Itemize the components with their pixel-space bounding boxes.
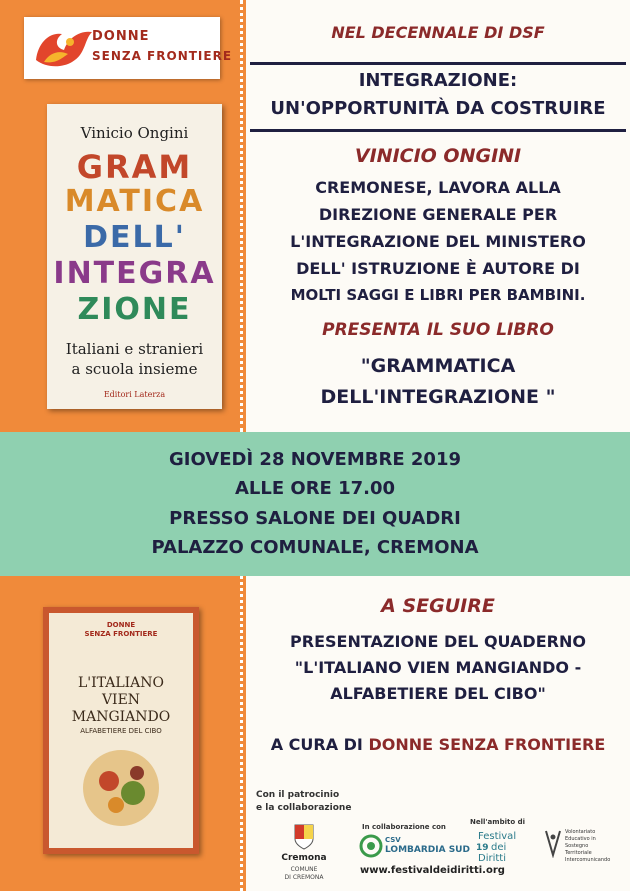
cremona-sub1: COMUNE (290, 866, 318, 873)
speaker-bio-2: DIREZIONE GENERALE PER (318, 205, 558, 224)
dsf-logo (24, 17, 233, 79)
festival-num: 19 (476, 843, 489, 853)
cover-title-1: GRAM (76, 148, 193, 186)
speaker-bio-1: CREMONESE, LAVORA ALLA (315, 178, 561, 197)
cover-title-4: INTEGRA (53, 256, 216, 291)
cremona-sub2: DI CREMONA (284, 874, 324, 881)
vol-2: Educativo in (565, 836, 596, 842)
festival-1: Festival (478, 831, 517, 842)
csv-text: CSV (385, 836, 401, 844)
event-place-2: PALAZZO COMUNALE, CREMONA (151, 537, 479, 558)
vol-1: Volontariato (565, 829, 596, 835)
cremona-crest-icon (293, 823, 315, 851)
stitch-line-bottom (240, 576, 243, 891)
follow-heading: A SEGUIRE (381, 595, 495, 617)
cremona-name: Cremona (281, 853, 327, 863)
quaderno-subtitle: ALFABETIERE DEL CIBO (80, 727, 162, 735)
follow-line3: ALFABETIERE DEL CIBO" (330, 684, 546, 703)
presenta-libro: PRESENTA IL SUO LIBRO (322, 320, 554, 340)
speaker-bio-4: DELL' ISTRUZIONE È AUTORE DI (296, 259, 580, 278)
cover-title-3: DELL' (83, 220, 186, 255)
food-plate-icon (61, 743, 181, 833)
cover-publisher: Editori Laterza (103, 390, 166, 399)
patronage-1: Con il patrocinio (256, 790, 340, 800)
book-cover-grammatica (47, 104, 222, 409)
festival-2: dei (491, 842, 507, 853)
speaker-bio-3: L'INTEGRAZIONE DEL MINISTERO (290, 232, 586, 251)
cura-line (250, 735, 626, 754)
cover-title-5: ZIONE (77, 292, 192, 327)
quaderno-title-3: MANGIANDO (71, 709, 171, 725)
quaderno-logo-1: DONNE (106, 621, 136, 629)
cura-name: DONNE SENZA FRONTIERE (368, 735, 606, 754)
vol-3: Sostegno (565, 843, 589, 849)
book-title-1: "GRAMMATICA (360, 355, 516, 377)
cover-subtitle-1: Italiani e stranieri (65, 340, 204, 358)
quaderno-logo-2: SENZA FRONTIERE (84, 630, 158, 638)
logo-line1: DONNE (92, 29, 150, 44)
quaderno-cover (43, 607, 199, 854)
flame-logo-icon (28, 20, 98, 76)
cover-title-2: MATICA (64, 184, 205, 219)
patronage-2: e la collaborazione (256, 803, 352, 813)
logo-line2: SENZA FRONTIERE (92, 49, 233, 63)
rule-bottom (250, 129, 626, 132)
speaker-name: VINICIO ONGINI (354, 145, 522, 167)
vol-5: Intercomunicando (565, 857, 611, 863)
website: www.festivaldeidiritti.org (360, 865, 505, 876)
volontariato-logo-icon (543, 828, 563, 858)
follow-line1: PRESENTAZIONE DEL QUADERNO (290, 632, 586, 651)
cover-author: Vinicio Ongini (80, 124, 189, 142)
ambito-label: Nell'ambito di (470, 818, 525, 826)
rule-top (250, 62, 626, 65)
title-line2: UN'OPPORTUNITÀ DA COSTRUIRE (270, 98, 606, 119)
event-time: ALLE ORE 17.00 (234, 478, 396, 499)
title-line1: INTEGRAZIONE: (358, 70, 518, 91)
quaderno-title-2: VIEN (101, 692, 141, 708)
stitch-line-top (240, 0, 243, 432)
header-decennale: NEL DECENNALE DI DSF (331, 23, 545, 42)
event-date: GIOVEDÌ 28 NOVEMBRE 2019 (169, 449, 461, 470)
cover-subtitle-2: a scuola insieme (71, 360, 198, 378)
quaderno-title-1: L'ITALIANO (77, 675, 165, 691)
book-title-2: DELL'INTEGRAZIONE " (320, 386, 556, 408)
vol-4: Territoriale (565, 850, 592, 856)
follow-line2: "L'ITALIANO VIEN MANGIANDO - (294, 658, 582, 677)
csv-logo-icon (359, 834, 383, 858)
lombardia-text: LOMBARDIA SUD (385, 845, 470, 855)
cura-prefix: A CURA DI (270, 735, 369, 754)
festival-3: Diritti (478, 853, 506, 864)
collab-label: In collaborazione con (362, 823, 446, 831)
event-place-1: PRESSO SALONE DEI QUADRI (169, 508, 461, 529)
speaker-bio-5: MOLTI SAGGI E LIBRI PER BAMBINI. (290, 286, 586, 304)
